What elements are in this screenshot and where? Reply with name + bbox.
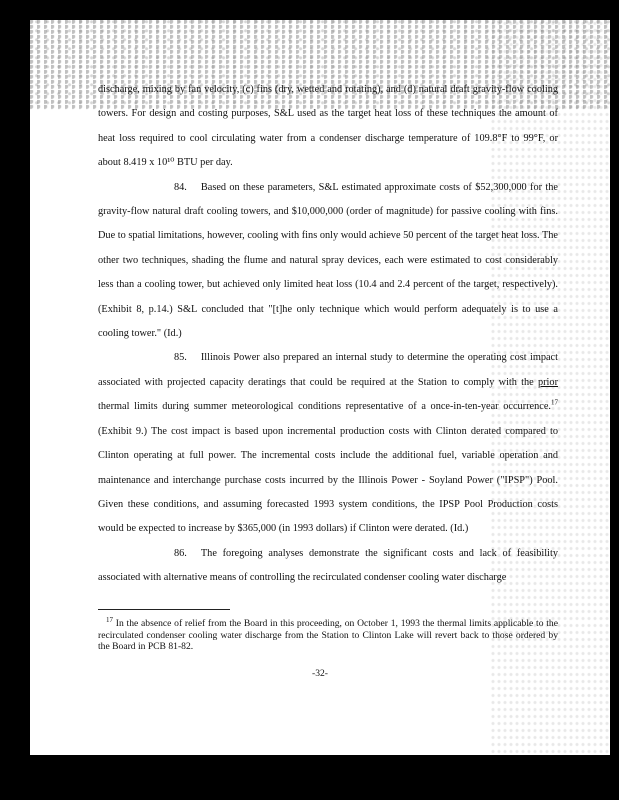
footnote-paragraph [98,615,558,653]
paragraph-85 [98,346,558,541]
page-number: -32- [312,668,328,679]
footnote-marker: 17 [106,615,113,624]
footnote-reference: 17 [551,398,558,407]
paragraph-text-part-2: thermal limits during summer meteorological conditions representative of a once-in-ten-year occurrence. [98,401,551,413]
paragraph-text: The foregoing analyses demonstrate the significant costs and lack of feasibility associated with alternative means of controlling the recirculated condenser cooling water discharge [98,547,558,584]
citation: (Id.) [450,523,469,535]
paragraph-text: discharge, mixing by fan velocity, (c) fins (dry, wetted and rotating), and (d) natural draft gravity-flow cooling towers. For design and costing purposes, S&L used as the target heat loss of these techniques the amount of heat loss required to cool circulating water from a condenser discharge temperature of 109.8°F to 99°F, or about 8.419 x 10¹⁰ BTU per day. [98,84,558,169]
paragraph-84 [98,176,558,347]
binder-hole [0,305,9,315]
underlined-word-prior: prior [537,376,558,388]
paragraph-text: Based on these parameters, S&L estimated approximate costs of $52,300,000 for the gravity-flow natural draft cooling towers, and $10,000,000 (order of magnitude) for passive cooling with fins. Due to spatial limitations, however, cooling with fins only would achieve 50 percent of the target heat loss. The other two techniques, shading the flume and natural spray devices, each were estimated to cost considerably less than a cooling tower, but achieved only limited heat loss (10.4 and 2.4 percent of the target, respectively). (Exhibit 8, p.14.) S&L concluded that "[t]he only technique which would perform adequately is to use a cooling tower." (Id.) [98,181,558,340]
paragraph-text-part-1: Illinois Power also prepared an internal study to determine the operating cost impact associated with projected capacity deratings that could be required at the Station to comply with the [98,352,558,388]
paragraph-number: 85. [174,352,187,364]
paragraph-text-part-3: (Exhibit 9.) The cost impact is based upon incremental production costs with Clinton derated compared to Clinton operating at full power. The incremental costs include the additional fuel, variable operation and maintenance and interchange purchase costs incurred by the Illinois Power - Soyland Power ("IPSP") Pool. Given these conditions, and assuming forecasted 1993 system conditions, the IPSP Pool Production costs would be expected to increase by $365,000 (in 1993 dollars) if Clinton were derated. [98,425,558,535]
paragraph-86 [98,542,558,591]
footnote-separator [98,609,230,610]
footnote-text: In the absence of relief from the Board in this proceeding, on October 1, 1993 the thermal limits applicable to the recirculated condenser cooling water discharge from the Station to Clinton Lake will revert back to those ordered by the Board in PCB 81-82. [98,618,558,653]
body-text [98,78,558,591]
paragraph-number: 84. [174,181,187,193]
binder-hole [0,246,9,256]
document-page [30,20,610,755]
paragraph-number: 86. [174,547,187,559]
binder-hole [0,706,9,716]
footnote [98,615,558,653]
paragraph-continuation [98,78,558,176]
binder-hole [0,575,9,585]
